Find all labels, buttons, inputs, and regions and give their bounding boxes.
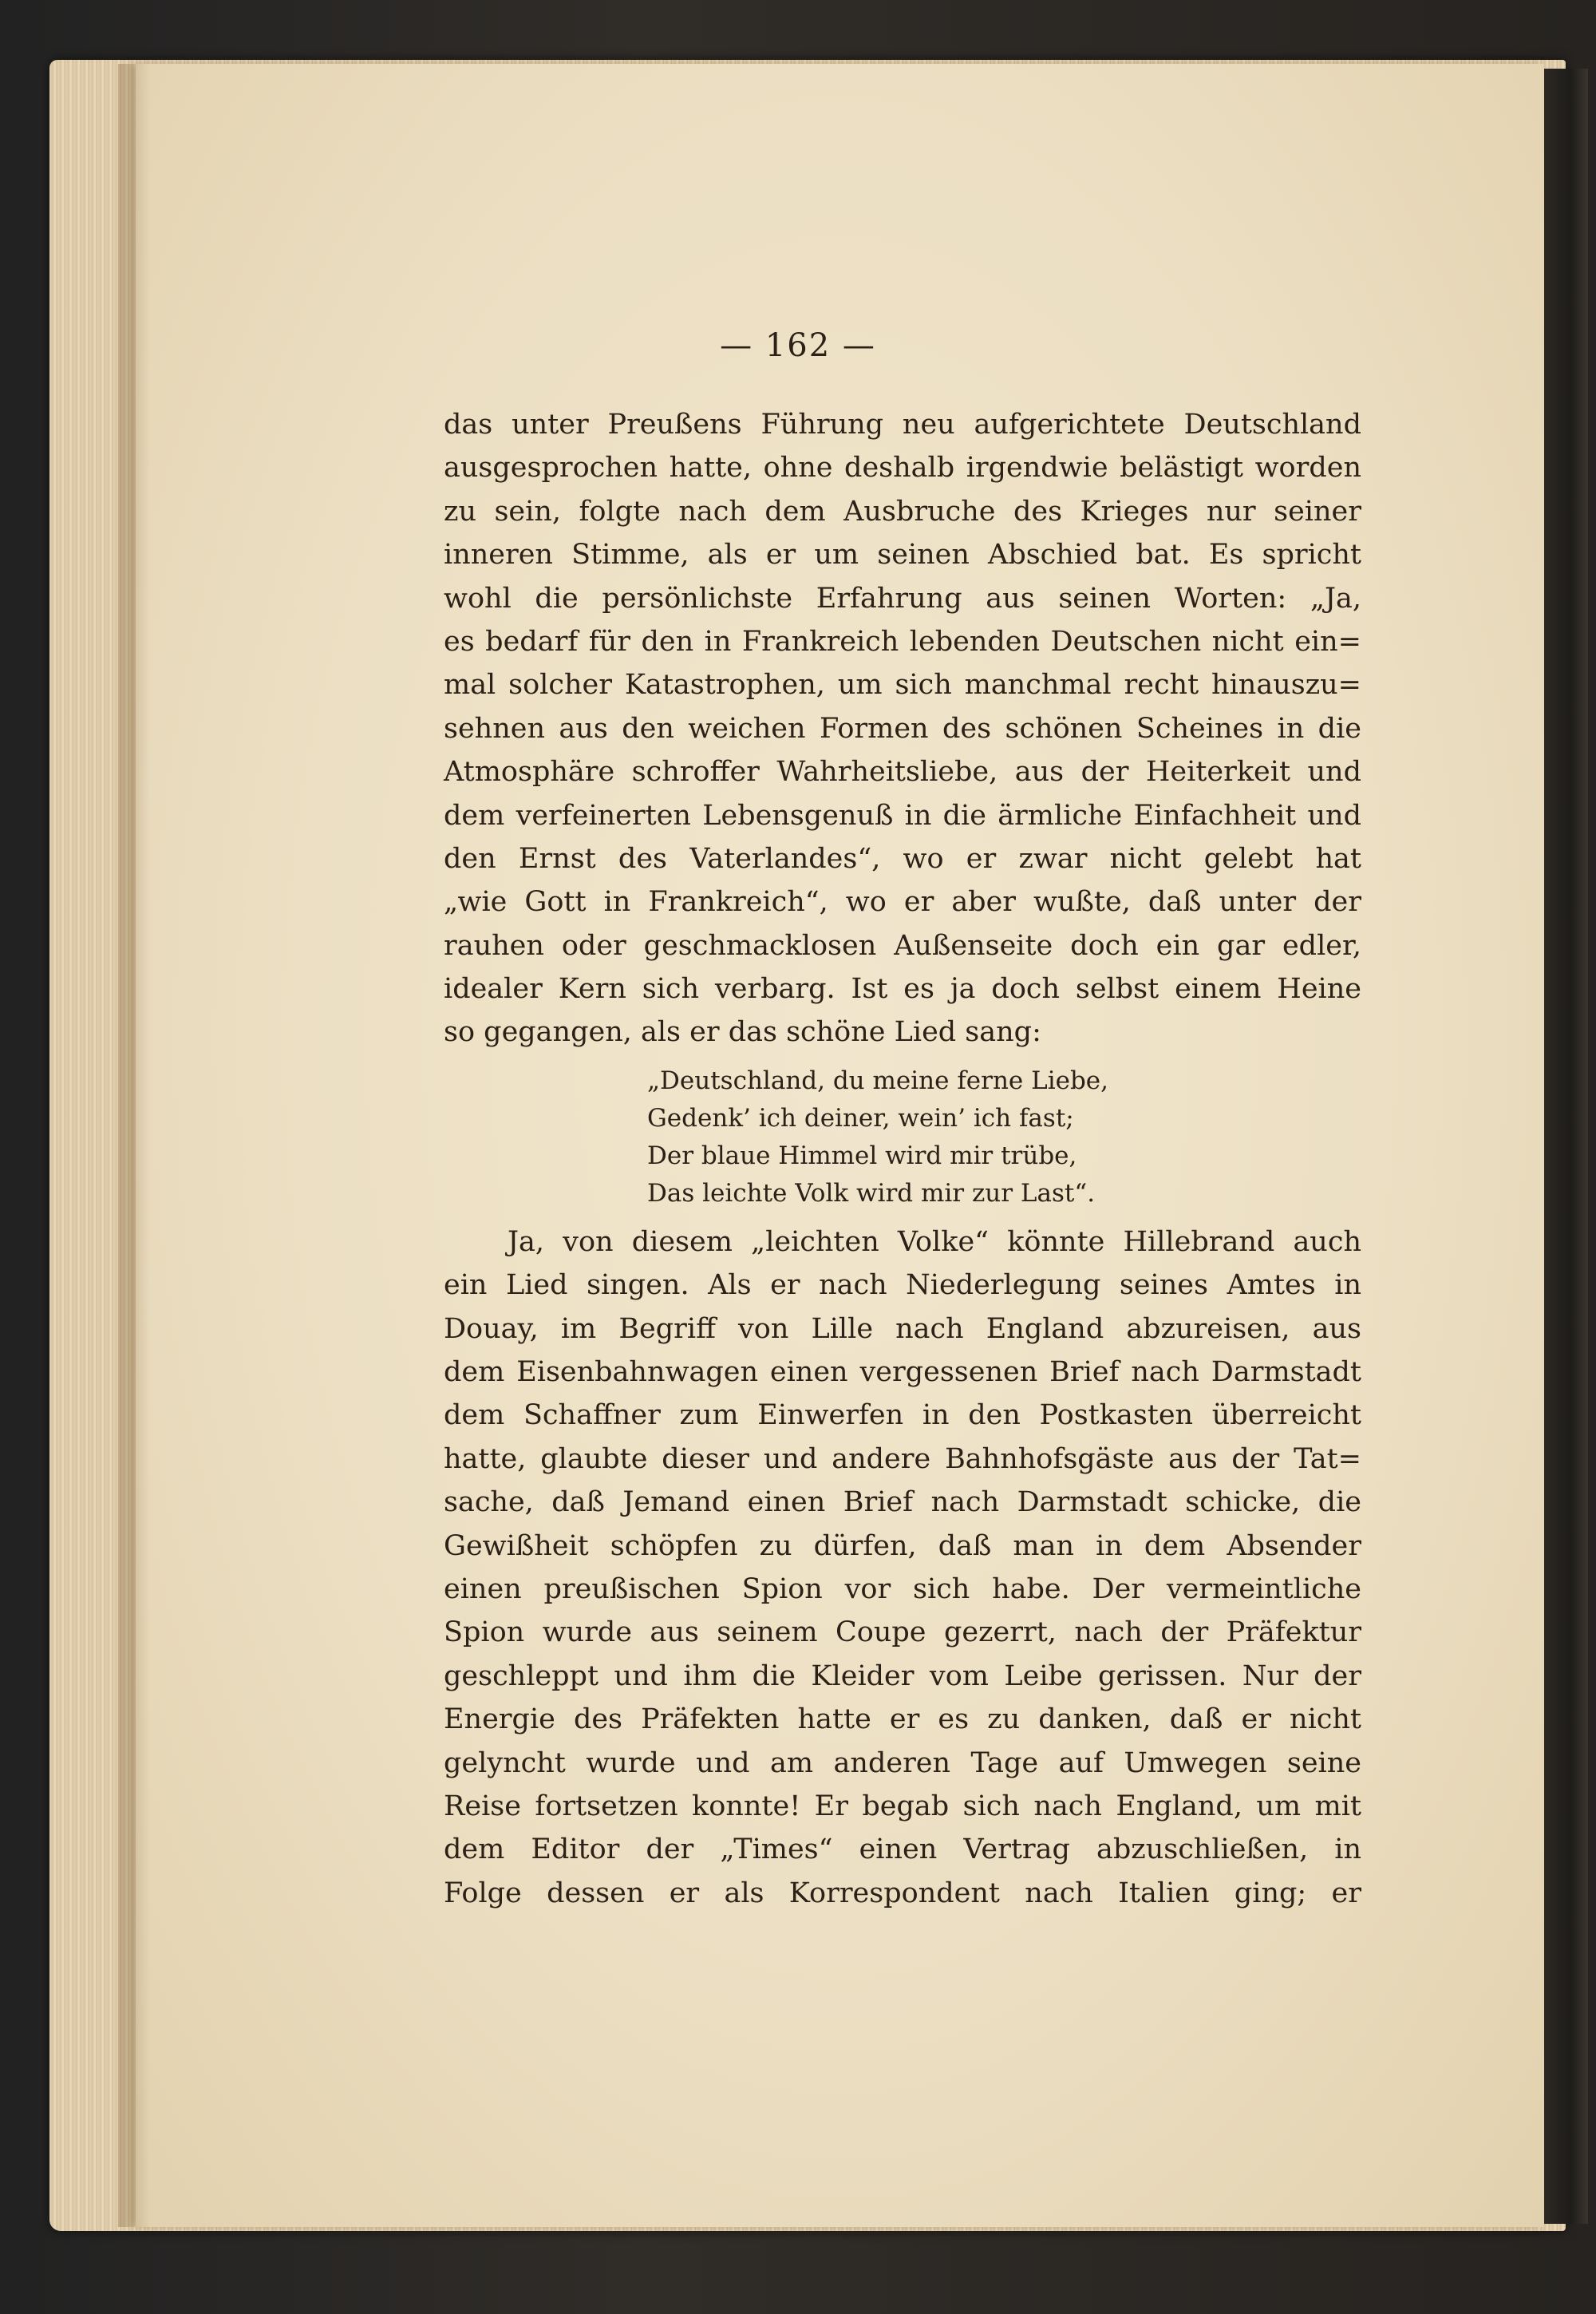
- text-line: Energie des Präfekten hatte er es zu danken, daß er nicht: [444, 1703, 1361, 1736]
- text-line: Atmosphäre schroffer Wahrheitsliebe, aus der Heiterkeit und: [444, 756, 1361, 789]
- text-line: idealer Kern sich verbarg. Ist es ja doch selbst einem Heine: [444, 973, 1361, 1006]
- text-line: den Ernst des Vaterlandes“, wo er zwar nicht gelebt hat: [444, 842, 1361, 875]
- text-line: einen preußischen Spion vor sich habe. Der vermeintliche: [444, 1572, 1361, 1605]
- poem-line: „Deutschland, du meine ferne Liebe,: [647, 1066, 1109, 1095]
- text-line: hatte, glaubte dieser und andere Bahnhofsgäste aus der Tat=: [444, 1442, 1361, 1475]
- text-line: mal solcher Katastrophen, um sich manchmal recht hinauszu=: [444, 669, 1361, 702]
- text-line: geschleppt und ihm die Kleider vom Leibe gerissen. Nur der: [444, 1659, 1361, 1692]
- text-line: dem Editor der „Times“ einen Vertrag abzuschließen, in: [444, 1833, 1361, 1866]
- poem-line: Der blaue Himmel wird mir trübe,: [647, 1141, 1077, 1170]
- paragraph-2: [444, 1220, 1361, 1915]
- text-line: Reise fortsetzen konnte! Er begab sich nach England, um mit: [444, 1790, 1361, 1822]
- text-line: sache, daß Jemand einen Brief nach Darmstadt schicke, die: [444, 1486, 1361, 1519]
- text-line: dem verfeinerten Lebensgenuß in die ärmliche Einfachheit und: [444, 799, 1361, 832]
- text-line: Folge dessen er als Korrespondent nach Italien ging; er: [444, 1877, 1361, 1909]
- text-line: rauhen oder geschmacklosen Außenseite doch ein gar edler,: [444, 929, 1361, 962]
- text-line: Gewißheit schöpfen zu dürfen, daß man in dem Absender: [444, 1529, 1361, 1562]
- facing-page-edge: [1544, 69, 1588, 2224]
- page-gutter-shadow: [118, 64, 150, 2227]
- text-line: dem Schaffner zum Einwerfen in den Postkasten überreicht: [444, 1399, 1361, 1432]
- text-line: dem Eisenbahnwagen einen vergessenen Brief nach Darmstadt: [444, 1356, 1361, 1389]
- text-line: sehnen aus den weichen Formen des schönen Scheines in die: [444, 712, 1361, 745]
- text-line: „wie Gott in Frankreich“, wo er aber wußte, daß unter der: [444, 886, 1361, 919]
- text-line: wohl die persönlichste Erfahrung aus seinen Worten: „Ja,: [444, 582, 1361, 615]
- body-text: [444, 403, 1361, 1915]
- text-line: Douay, im Begriff von Lille nach England abzureisen, aus: [444, 1312, 1361, 1345]
- text-line: inneren Stimme, als er um seinen Abschied bat. Es spricht: [444, 539, 1361, 572]
- text-line: gelyncht wurde und am anderen Tage auf Umwegen seine: [444, 1746, 1361, 1779]
- text-line: Ja, von diesem „leichten Volke“ könnte Hillebrand auch: [508, 1225, 1361, 1258]
- text-line: es bedarf für den in Frankreich lebenden Deutschen nicht ein=: [444, 625, 1361, 658]
- poem-quote: [647, 1062, 1365, 1212]
- text-line: Spion wurde aus seinem Coupe gezerrt, nach der Präfektur: [444, 1616, 1361, 1649]
- poem-line: Das leichte Volk wird mir zur Last“.: [647, 1178, 1096, 1208]
- page-number: — 162 —: [720, 327, 876, 364]
- text-line: das unter Preußens Führung neu aufgerichtete Deutschland: [444, 409, 1361, 441]
- paragraph-1: [444, 403, 1361, 1054]
- text-line: zu sein, folgte nach dem Ausbruche des Krieges nur seiner: [444, 495, 1361, 528]
- text-line: ein Lied singen. Als er nach Niederlegung seines Amtes in: [444, 1269, 1361, 1302]
- text-line: ausgesprochen hatte, ohne deshalb irgendwie belästigt worden: [444, 452, 1361, 485]
- text-line: so gegangen, als er das schöne Lied sang:: [444, 1016, 1041, 1049]
- poem-line: Gedenk’ ich deiner, wein’ ich fast;: [647, 1103, 1074, 1133]
